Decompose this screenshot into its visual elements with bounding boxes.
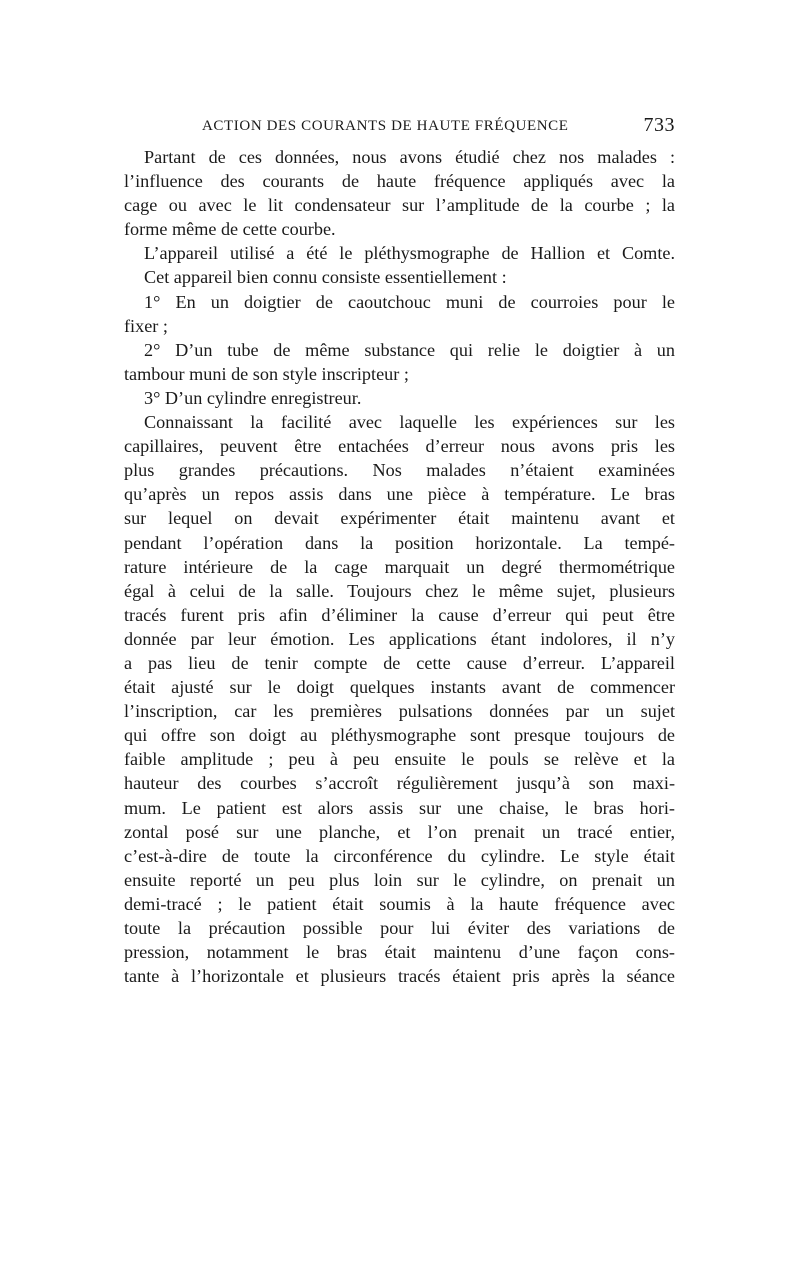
text-line: tracés furent pris afin d’éliminer la cause d’erreur qui peut être <box>124 604 675 625</box>
text-line: zontal posé sur une planche, et l’on prenait un tracé entier, <box>124 821 675 842</box>
text-line: 1° En un doigtier de caoutchouc muni de courroies pour le <box>144 291 675 312</box>
text-line: Connaissant la facilité avec laquelle les expériences sur les <box>144 412 675 433</box>
text-line: fixer ; <box>124 315 168 336</box>
text-line: pendant l’opération dans la position horizontale. La tempé- <box>124 532 675 553</box>
text-line: hauteur des courbes s’accroît régulièrement jusqu’à son maxi- <box>124 773 675 794</box>
text-line: 3° D’un cylindre enregistreur. <box>144 387 362 408</box>
running-title: ACTION DES COURANTS DE HAUTE FRÉQUENCE <box>202 118 569 134</box>
running-head <box>124 112 675 142</box>
text-line: 2° D’un tube de même substance qui relie le doigtier à un <box>144 339 675 360</box>
text-line: pression, notamment le bras était maintenu d’une façon cons- <box>124 942 675 963</box>
text-line: toute la précaution possible pour lui éviter des variations de <box>124 918 675 938</box>
text-line: sur lequel on devait expérimenter était maintenu avant et <box>124 508 675 529</box>
text-line: qui offre son doigt au pléthysmographe sont presque toujours de <box>124 725 675 746</box>
text-line: ensuite reporté un peu plus loin sur le cylindre, on prenait un <box>124 869 675 890</box>
text-line: faible amplitude ; peu à peu ensuite le pouls se relève et la <box>124 749 675 770</box>
text-line: l’influence des courants de haute fréquence appliqués avec la <box>124 171 675 192</box>
book-page <box>124 112 675 988</box>
text-line: tambour muni de son style inscripteur ; <box>124 363 409 384</box>
text-line: a pas lieu de tenir compte de cette cause d’erreur. L’appareil <box>124 652 675 673</box>
text-line: mum. Le patient est alors assis sur une chaise, le bras hori- <box>124 797 675 818</box>
text-line: était ajusté sur le doigt quelques instants avant de commencer <box>124 677 675 698</box>
text-line: L’appareil utilisé a été le pléthysmographe de Hallion et Comte. <box>144 243 675 264</box>
text-line: plus grandes précautions. Nos malades n’étaient examinées <box>124 460 675 481</box>
text-line: égal à celui de la salle. Toujours chez le même sujet, plusieurs <box>124 580 675 601</box>
body-text <box>124 145 675 988</box>
text-line: donnée par leur émotion. Les applications étant indolores, il n’y <box>124 628 675 649</box>
text-line: qu’après un repos assis dans une pièce à température. Le bras <box>124 484 675 505</box>
text-line: capillaires, peuvent être entachées d’erreur nous avons pris les <box>124 436 675 457</box>
text-line: c’est-à-dire de toute la circonférence du cylindre. Le style était <box>124 845 675 866</box>
text-line: demi-tracé ; le patient était soumis à la haute fréquence avec <box>124 893 675 914</box>
text-line: forme même de cette courbe. <box>124 219 336 240</box>
text-line: Partant de ces données, nous avons étudié chez nos malades : <box>144 147 675 167</box>
text-line: l’inscription, car les premières pulsations données par un sujet <box>124 701 675 722</box>
text-line: rature intérieure de la cage marquait un degré thermométrique <box>124 556 675 577</box>
text-line: tante à l’horizontale et plusieurs tracés étaient pris après la séance <box>124 966 675 987</box>
text-line: cage ou avec le lit condensateur sur l’amplitude de la courbe ; la <box>124 195 675 216</box>
page-number: 733 <box>643 114 675 136</box>
text-line: Cet appareil bien connu consiste essentiellement : <box>144 267 507 288</box>
